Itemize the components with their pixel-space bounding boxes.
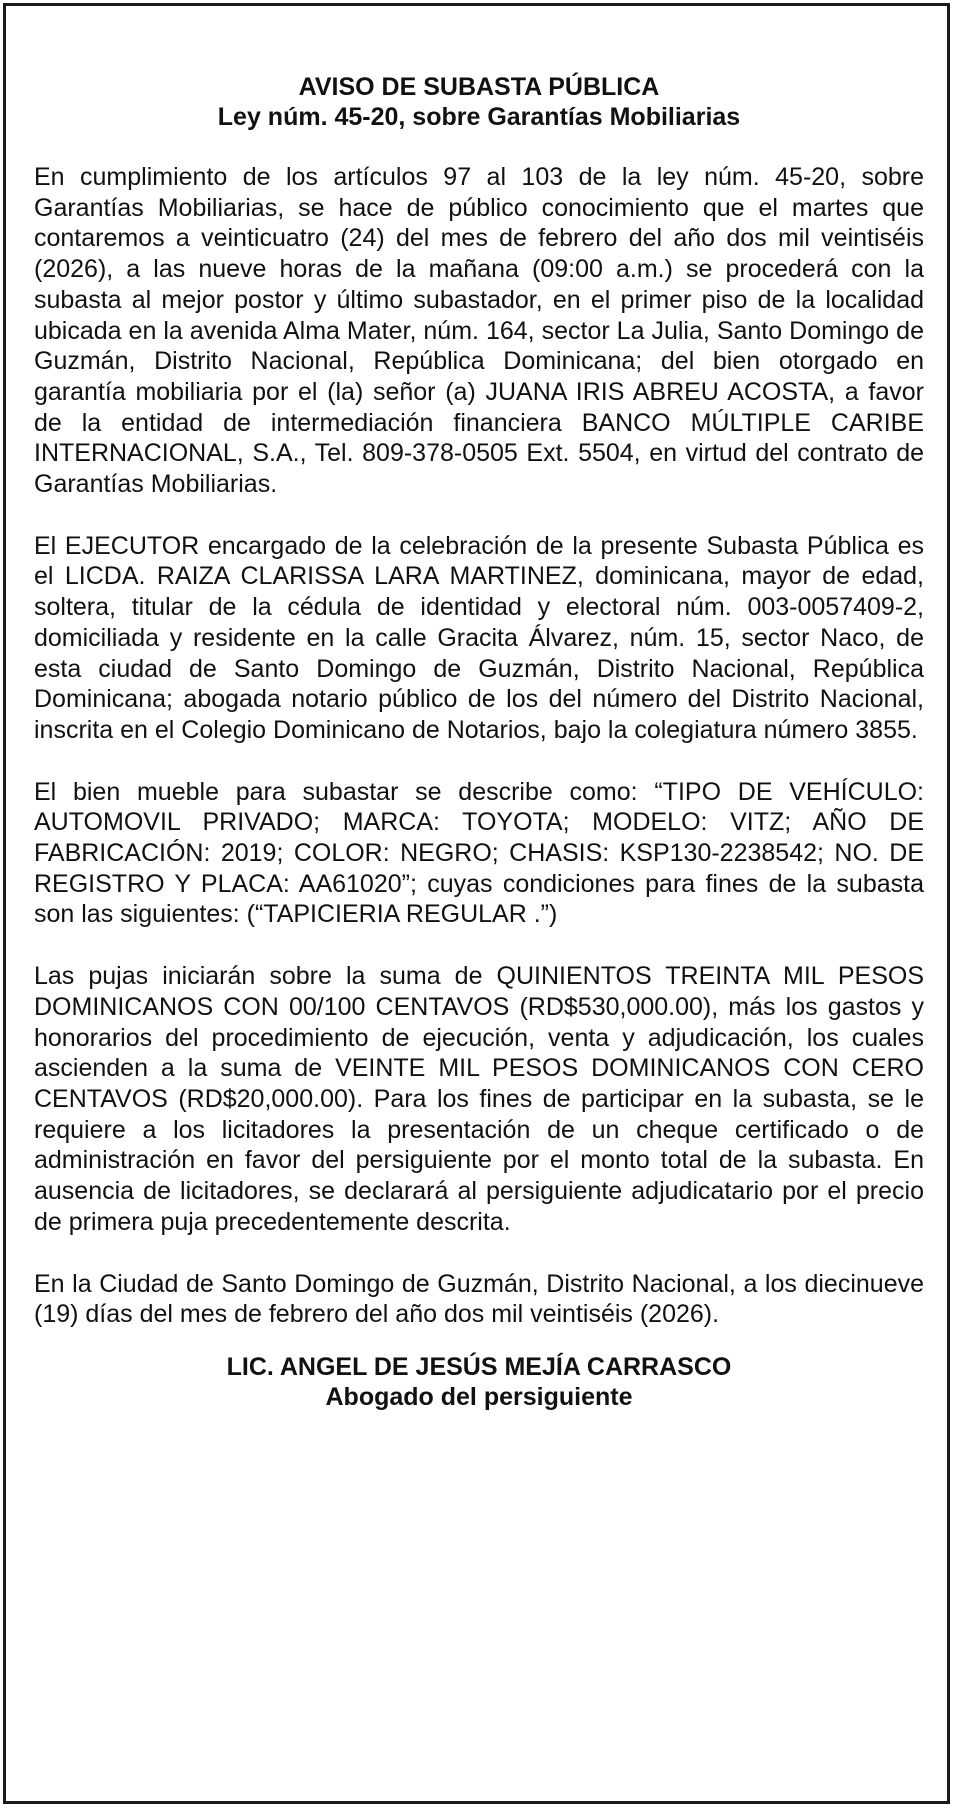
notice-subtitle: Ley núm. 45-20, sobre Garantías Mobiliarias: [217, 103, 741, 131]
notice-frame: [3, 3, 950, 1804]
paragraph-executor: El EJECUTOR encargado de la celebración de la presente Subasta Pública es el LICDA. RAIZA CLARISSA LARA MARTINEZ, dominicana, mayor de edad, soltera, titular de la cédula de identidad y electoral núm. 003-0057409-2, domiciliada y residente en la calle Gracita Álvarez, núm. 15, sector Naco, de esta ciudad de Santo Domingo de Guzmán, Distrito Nacional, República Dominicana; abogada notario público de los del número del Distrito Nacional, inscrita en el Colegio Dominicano de Notarios, bajo la colegiatura número 3855.: [34, 531, 924, 744]
paragraph-bidding-terms: Las pujas iniciarán sobre la suma de QUINIENTOS TREINTA MIL PESOS DOMINICANOS CON 00/100 CENTAVOS (RD$530,000.00), más los gastos y honorarios del procedimiento de ejecución, venta y adjudicación, los cuales ascienden a la suma de VEINTE MIL PESOS DOMINICANOS CON CERO CENTAVOS (RD$20,000.00). Para los fines de participar en la subasta, se le requiere a los licitadores la presentación de un cheque certificado o de administración en favor del persiguiente por el monto total de la subasta. En ausencia de licitadores, se declarará al persiguiente adjudicatario por el precio de primera puja precedentemente descrita.: [34, 962, 924, 1236]
notice-content: [34, 72, 924, 1412]
signature-role: Abogado del persiguiente: [325, 1382, 633, 1411]
paragraph-vehicle-description: El bien mueble para subastar se describe como: “TIPO DE VEHÍCULO: AUTOMOVIL PRIVADO; MARCA: TOYOTA; MODELO: VITZ; AÑO DE FABRICACIÓN: 2019; COLOR: NEGRO; CHASIS: KSP130-2238542; NO. DE REGISTRO Y PLACA: AA61020”; cuyas condiciones para fines de la subasta son las siguientes: (“TAPICIERIA REGULAR .”): [34, 777, 924, 929]
signature-name: LIC. ANGEL DE JESÚS MEJÍA CARRASCO: [226, 1352, 732, 1381]
signature-block: [34, 1352, 924, 1412]
notice-title: AVISO DE SUBASTA PÚBLICA: [298, 73, 660, 101]
paragraph-compliance: En cumplimiento de los artículos 97 al 103 de la ley núm. 45-20, sobre Garantías Mobiliarias, se hace de público conocimiento que el martes que contaremos a veinticuatro (24) del mes de febrero del año dos mil veintiséis (2026), a las nueve horas de la mañana (09:00 a.m.) se procederá con la subasta al mejor postor y último subastador, en el primer piso de la localidad ubicada en la avenida Alma Mater, núm. 164, sector La Julia, Santo Domingo de Guzmán, Distrito Nacional, República Dominicana; del bien otorgado en garantía mobiliaria por el (la) señor (a) JUANA IRIS ABREU ACOSTA, a favor de la entidad de intermediación financiera BANCO MÚLTIPLE CARIBE INTERNACIONAL, S.A., Tel. 809-378-0505 Ext. 5504, en virtud del contrato de Garantías Mobiliarias.: [34, 163, 924, 499]
paragraph-date-place: En la Ciudad de Santo Domingo de Guzmán, Distrito Nacional, a los diecinueve (19) días del mes de febrero del año dos mil veintiséis (2026).: [34, 1269, 924, 1329]
